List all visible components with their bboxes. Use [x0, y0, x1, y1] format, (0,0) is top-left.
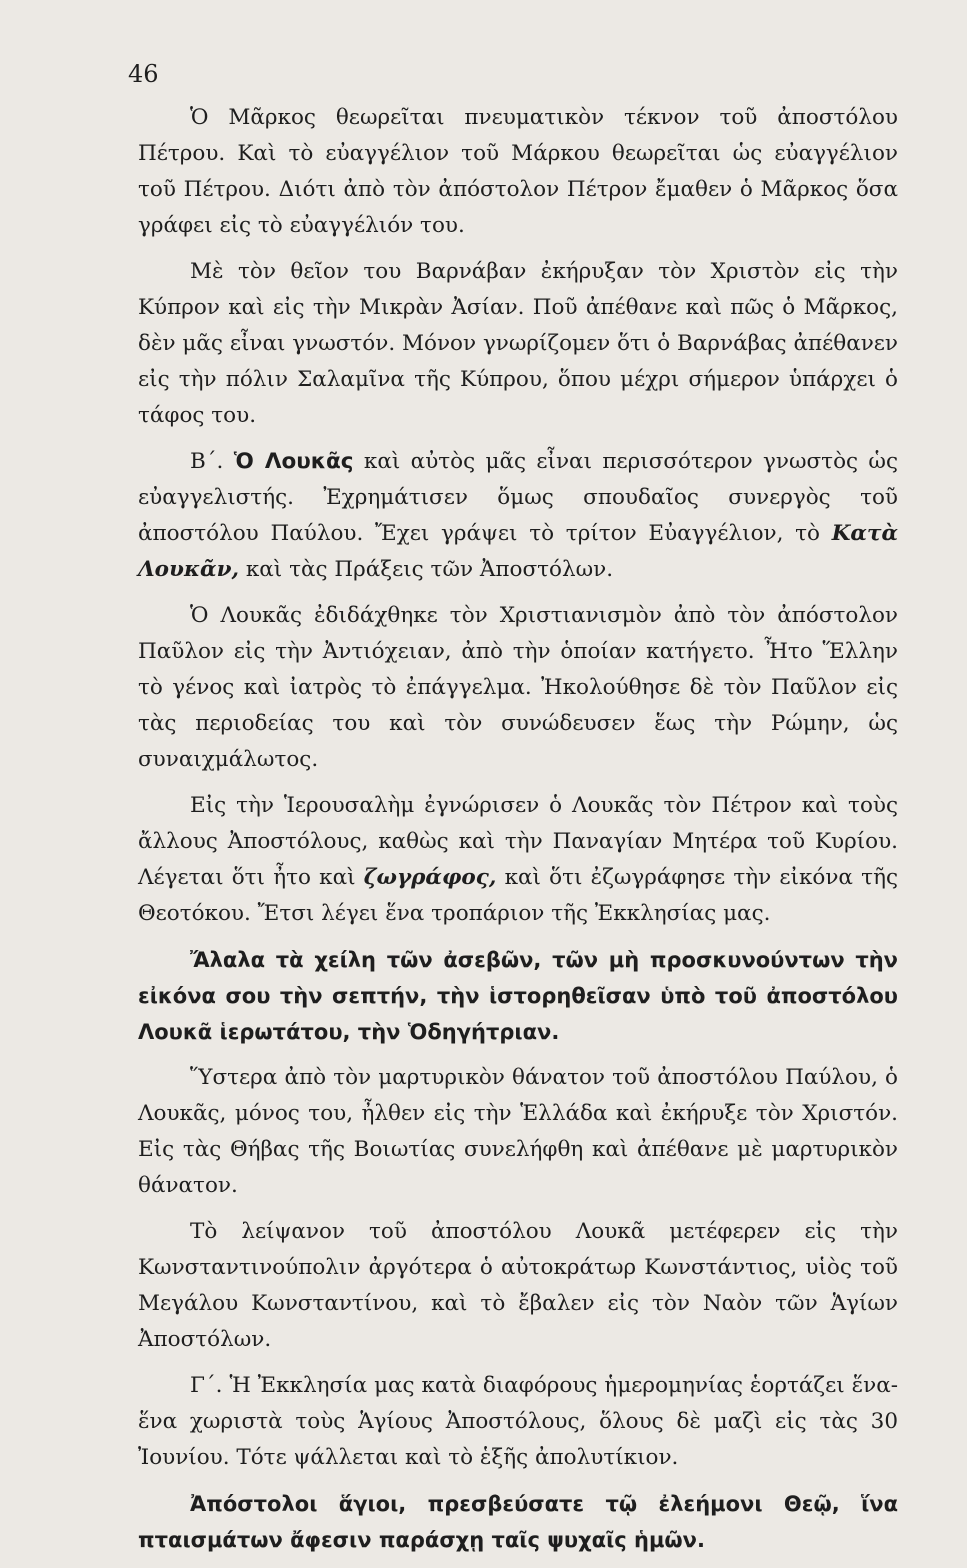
jerusalem-text-1: Εἰς τὴν Ἱερουσαλὴμ ἐγνώρισεν ὁ Λουκᾶς τὸν Πέτρον καὶ τοὺς ἄλλους Ἀποστόλους, καθὼς καὶ τὴν Παναγίαν Μητέρα τοῦ Κυρίου. Λέγεται ὅτι ἦτο καὶ [138, 793, 898, 890]
section-label-b: Β΄. [190, 449, 234, 474]
paragraph-feast-days: Γ΄. Ἡ Ἐκκλησία μας κατὰ διαφόρους ἡμερομηνίας ἑορτάζει ἕνα-ἕνα χωριστὰ τοὺς Ἁγίους Ἀποστόλους, ὅλους δὲ μαζὶ εἰς τὰς 30 Ἰουνίου. Τότε ψάλλεται καὶ τὸ ἑξῆς ἀπολυτίκιον. [138, 1373, 898, 1470]
hymn-troparion: Ἄλαλα τὰ χείλη τῶν ἀσεβῶν, τῶν μὴ προσκυνούντων τὴν εἰκόνα σου τὴν σεπτήν, τὴν ἱστορηθεῖσαν ὑπὸ τοῦ ἀποστόλου Λουκᾶ ἱερωτάτου, τὴν Ὁδηγήτριαν. [138, 948, 898, 1044]
gospel-title: Κατὰ Λουκᾶν, [138, 521, 898, 582]
paragraph-barnabas: Μὲ τὸν θεῖον του Βαρνάβαν ἐκήρυξαν τὸν Χριστὸν εἰς τὴν Κύπρον καὶ εἰς τὴν Μικρὰν Ἀσίαν. Ποῦ ἀπέθανε καὶ πῶς ὁ Μᾶρκος, δὲν μᾶς εἶναι γνωστόν. Μόνον γνωρίζομεν ὅτι ὁ Βαρνάβας ἀπέθανεν εἰς τὴν πόλιν Σαλαμῖνα τῆς Κύπρου, ὅπου μέχρι σήμερον ὑπάρχει ὁ τάφος του. [138, 259, 898, 428]
paragraph-luke-intro [138, 444, 898, 588]
hymn-apolytikion: Ἀπόστολοι ἅγιοι, πρεσβεύσατε τῷ ἐλεήμονι Θεῷ, ἵνα πταισμάτων ἄφεσιν παράσχῃ ταῖς ψυχαῖς ἡμῶν. [138, 1492, 898, 1552]
page-number: 46 [128, 60, 159, 88]
paragraph-luke-martyrdom: Ὕστερα ἀπὸ τὸν μαρτυρικὸν θάνατον τοῦ ἀποστόλου Παύλου, ὁ Λουκᾶς, μόνος του, ἦλθεν εἰς τὴν Ἑλλάδα καὶ ἐκήρυξε τὸν Χριστόν. Εἰς τὰς Θήβας τῆς Βοιωτίας συνελήφθη καὶ ἀπέθανε μὲ μαρτυρικὸν θάνατον. [138, 1065, 898, 1198]
paragraph-luke-antioch: Ὁ Λουκᾶς ἐδιδάχθηκε τὸν Χριστιανισμὸν ἀπὸ τὸν ἀπόστολον Παῦλον εἰς τὴν Ἀντιόχειαν, ἀπὸ τὴν ὁποίαν κατήγετο. Ἦτο Ἕλλην τὸ γένος καὶ ἰατρὸς τὸ ἐπάγγελμα. Ἠκολούθησε δὲ τὸν Παῦλον εἰς τὰς περιοδείας του καὶ τὸν συνώδευσεν ἕως τὴν Ρώμην, ὡς συναιχμάλωτος. [138, 603, 898, 772]
paragraph-relics: Τὸ λείψανον τοῦ ἀποστόλου Λουκᾶ μετέφερεν εἰς τὴν Κωνσταντινούπολιν ἀργότερα ὁ αὐτοκράτωρ Κωνστάντιος, υἱὸς τοῦ Μεγάλου Κωνσταντίνου, καὶ τὸ ἔβαλεν εἰς τὸν Ναὸν τῶν Ἁγίων Ἀποστόλων. [138, 1219, 898, 1352]
page-body [138, 100, 898, 1568]
painter-emphasis: ζωγράφος, [363, 865, 497, 890]
luke-intro-text-2: καὶ τὰς Πράξεις τῶν Ἀποστόλων. [239, 557, 614, 582]
paragraph-luke-jerusalem [138, 788, 898, 932]
luke-intro-text-1: καὶ αὐτὸς μᾶς εἶναι περισσότερον γνωστὸς ὡς εὐαγγελιστής. Ἐχρημάτισεν ὅμως σπουδαῖος συνεργὸς τοῦ ἀποστόλου Παύλου. Ἔχει γράψει τὸ τρίτον Εὐαγγέλιον, τὸ [138, 449, 898, 546]
heading-luke: Ὁ Λουκᾶς [233, 449, 354, 474]
paragraph-mark-spiritual-son: Ὁ Μᾶρκος θεωρεῖται πνευματικὸν τέκνον τοῦ ἀποστόλου Πέτρου. Καὶ τὸ εὐαγγέλιον τοῦ Μάρκου θεωρεῖται ὡς εὐαγγέλιον τοῦ Πέτρου. Διότι ἀπὸ τὸν ἀπόστολον Πέτρον ἔμαθεν ὁ Μᾶρκος ὅσα γράφει εἰς τὸ εὐαγγέλιόν του. [138, 105, 898, 238]
jerusalem-text-2: καὶ ὅτι ἐζωγράφησε τὴν εἰκόνα τῆς Θεοτόκου. Ἔτσι λέγει ἕνα τροπάριον τῆς Ἐκκλησίας μας. [138, 865, 898, 926]
